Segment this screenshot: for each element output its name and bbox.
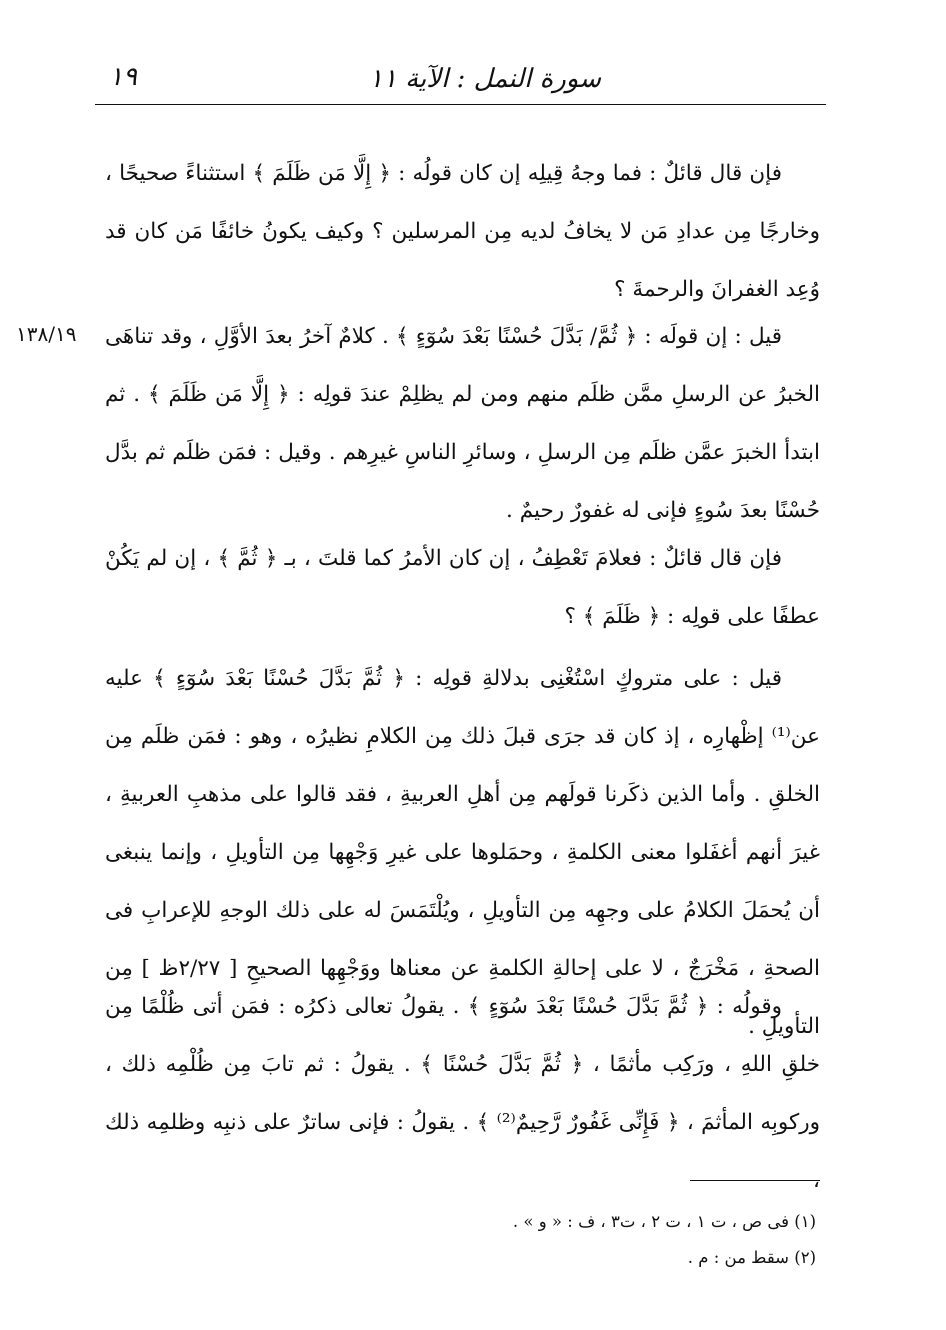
paragraph-2 [105, 308, 820, 540]
running-title: سورة النمل : الآية ١١ [368, 64, 601, 94]
page-header [95, 58, 826, 108]
paragraph-text: قيل : إن قولَه : ﴿ ثُمَّ/ بَدَّلَ حُسْنًا بَعْدَ سُوٓءٍ ﴾ . كلامٌ آخرُ بعدَ الأوَّلِ ، وقد تناهَى الخبرُ عن الرسلِ ممَّن ظلَم منهم ومن لم يظلِمْ عندَ قولِه : ﴿ إِلَّا مَن ظَلَمَ ﴾ . ثم ابتدأ الخبرَ عمَّن ظلَم مِن الرسلِ ، وسائرِ الناسِ غيرِهم . وقيل : فمَن ظلَم ثم بدَّل حُسْنًا بعدَ سُوءٍ فإنى له غفورٌ رحيمٌ . [105, 324, 820, 523]
paragraph-text: فإن قال قائلٌ : فما وجهُ قِيلِه إن كان قولُه : ﴿ إِلَّا مَن ظَلَمَ ﴾ استثناءً صحيحًا ، وخارجًا مِن عدادِ مَن لا يخافُ لديه مِن المرسلين ؟ وكيف يكونُ خائفًا مَن كان قد وُعِد الغفرانَ والرحمةَ ؟ [105, 161, 820, 302]
footnote-rule [690, 1180, 820, 1181]
paragraph-text: فإن قال قائلٌ : فعلامَ تَعْطِفُ ، إن كان الأمرُ كما قلتَ ، بـ ﴿ ثُمَّ ﴾ ، إن لم يَكُنْ عطفًا على قولِه : ﴿ ظَلَمَ ﴾ ؟ [105, 546, 820, 629]
paragraph-5 [105, 978, 820, 1210]
paragraph-text: قيل : على متروكٍ اسْتُغْنِى بدلالةِ قولِه : ﴿ ثُمَّ بَدَّلَ حُسْنًا بَعْدَ سُوٓءٍ ﴾ عليه عن⁽¹⁾ إظْهارِه ، إذ كان قد جرَى قبلَ ذلك مِن الكلامِ نظيرُه ، وهو : فمَن ظلَم مِن الخلقِ . وأما الذين ذكَرنا قولَهم مِن أهلِ العربيةِ ، فقد قالوا على مذهبِ العربيةِ ، غيرَ أنهم أغفَلوا معنى الكلمةِ ، وحمَلوها على غيرِ وَجْهِها مِن التأويلِ ، وإنما ينبغى أن يُحمَلَ الكلامُ على وجهِه مِن التأويلِ ، ويُلْتَمَسَ له على ذلك الوجهِ للإعرابِ فى الصحةِ ، مَخْرَجٌ ، لا على إحالةِ الكلمةِ عن معناها ووَجْهِها الصحيحِ [ ٢/٢٧ظ ] مِن التأويلِ . [105, 666, 820, 1039]
footnote-1: (١) فى ص ، ت ١ ، ت ٢ ، ت٣ ، ف : « و » . [512, 1212, 816, 1231]
margin-reference: ١٣٨/١٩ [16, 322, 77, 346]
header-rule [95, 104, 826, 105]
paragraph-text: وقولُه : ﴿ ثُمَّ بَدَّلَ حُسْنًا بَعْدَ سُوٓءٍ ﴾ . يقولُ تعالى ذكرُه : فمَن أتى ظُلْمًا مِن خلقِ اللهِ ، ورَكِب مأثمًا ، ﴿ ثُمَّ بَدَّلَ حُسْنًا ﴾ . يقولُ : ثم تابَ مِن ظُلْمِه ذلك ، وركوبِه المأثمَ ، ﴿ فَإِنِّى غَفُورٌ رَّحِيمٌ⁽²⁾ ﴾ . يقولُ : فإنى ساترٌ على ذنبِه وظلمِه ذلك ، [105, 994, 820, 1193]
footnote-2: (٢) سقط من : م . [687, 1248, 816, 1267]
paragraph-3 [105, 530, 820, 646]
page-number: ١٩ [109, 62, 137, 92]
paragraph-1 [105, 145, 820, 319]
